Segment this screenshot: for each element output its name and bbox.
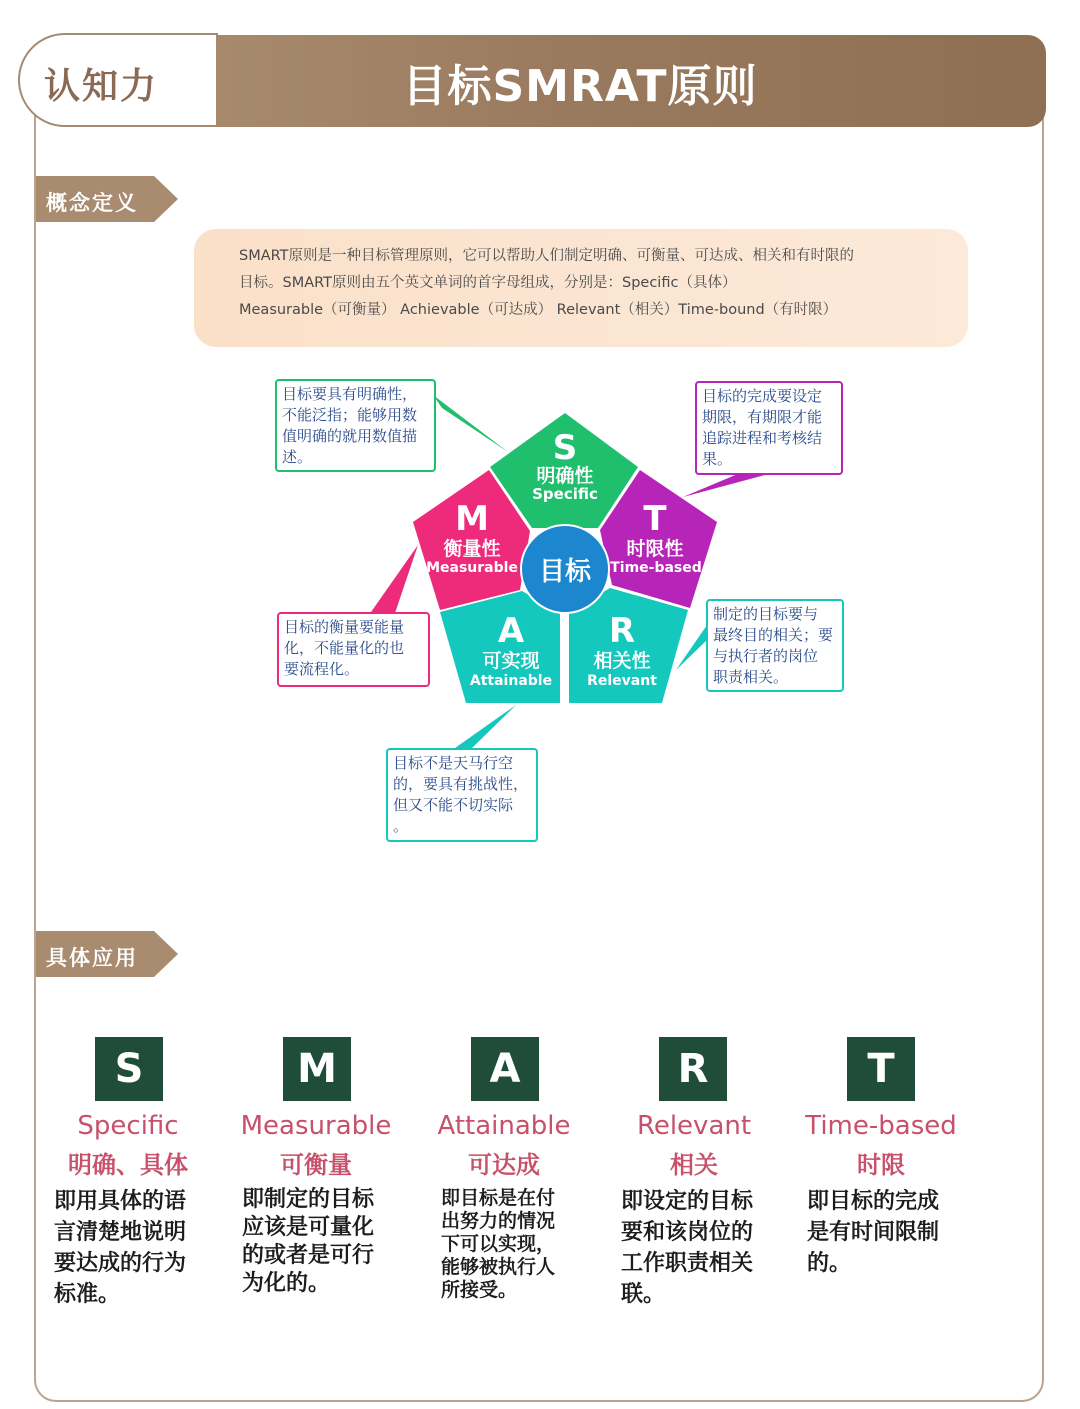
callout-a-line: 但又不能不切实际 bbox=[393, 796, 514, 814]
app-t-desc-line: 即目标的完成 bbox=[807, 1189, 940, 1214]
callout-m-line: 目标的衡量要能量 bbox=[284, 618, 405, 636]
segment-s-cn: 明确性 bbox=[536, 465, 594, 487]
segment-a-letter: A bbox=[497, 611, 525, 651]
callout-t bbox=[695, 381, 843, 475]
app-a-desc-line: 即目标是在付 bbox=[441, 1187, 556, 1209]
callout-m-line: 要流程化。 bbox=[284, 660, 360, 678]
app-m-desc bbox=[242, 1186, 374, 1298]
callout-a-line: 的，要具有挑战性， bbox=[393, 775, 529, 793]
callout-a-line: 目标不是天马行空 bbox=[393, 754, 514, 772]
section-title-application: 具体应用 bbox=[46, 946, 138, 970]
segment-a-en: Attainable bbox=[469, 673, 553, 689]
definition-line-3: Measurable（可衡量） Achievable（可达成） Relevant（相关）Time-bound（有时限） bbox=[239, 302, 838, 318]
callout-t-line: 期限，有期限才能 bbox=[702, 408, 823, 426]
section-title-definition: 概念定义 bbox=[46, 191, 138, 215]
segment-a-cn: 可实现 bbox=[482, 650, 540, 672]
segment-s-letter: S bbox=[552, 428, 578, 468]
callout-r-line: 制定的目标要与 bbox=[713, 605, 819, 623]
callout-m bbox=[277, 612, 430, 687]
letter-box-s: S bbox=[95, 1037, 163, 1101]
app-m-en: Measurable bbox=[240, 1111, 392, 1141]
segment-r-letter: R bbox=[608, 611, 636, 651]
callout-s-line: 不能泛指；能够用数 bbox=[282, 406, 418, 424]
app-m-desc-line: 为化的。 bbox=[242, 1271, 331, 1296]
app-a-desc-line: 所接受。 bbox=[441, 1279, 518, 1301]
app-r-desc-line: 即设定的目标 bbox=[621, 1189, 754, 1214]
callout-r-line: 职责相关。 bbox=[713, 668, 789, 686]
callout-r-line: 最终目的相关；要 bbox=[713, 626, 834, 644]
callout-r bbox=[706, 599, 844, 692]
segment-m-cn: 衡量性 bbox=[443, 538, 501, 560]
callout-s-line: 值明确的就用数值描 bbox=[282, 427, 418, 445]
app-a-desc-line: 能够被执行人 bbox=[441, 1256, 556, 1278]
callout-r-line: 与执行者的岗位 bbox=[713, 647, 819, 665]
app-t-en: Time-based bbox=[805, 1111, 957, 1141]
connector-a bbox=[455, 705, 516, 748]
app-s-cn: 明确、具体 bbox=[68, 1151, 188, 1179]
app-a-cn: 可达成 bbox=[468, 1151, 540, 1179]
segment-m-en: Measurable bbox=[426, 560, 518, 576]
letter-box-r: R bbox=[659, 1037, 727, 1101]
letter-box-t: T bbox=[847, 1037, 915, 1101]
callout-t-line: 目标的完成要设定 bbox=[702, 387, 823, 405]
segment-m-letter: M bbox=[455, 499, 489, 539]
app-s-desc-line: 言清楚地说明 bbox=[54, 1220, 187, 1245]
app-a-en: Attainable bbox=[437, 1111, 571, 1141]
app-r-desc bbox=[621, 1186, 753, 1310]
app-a-desc-line: 下可以实现， bbox=[441, 1233, 556, 1255]
callout-a bbox=[386, 748, 538, 842]
app-m-desc-line: 即制定的目标 bbox=[242, 1187, 375, 1212]
segment-r-en: Relevant bbox=[587, 673, 657, 689]
app-s-en: Specific bbox=[77, 1111, 179, 1141]
category-label: 认知力 bbox=[44, 66, 159, 107]
app-t-desc-line: 是有时间限制 bbox=[807, 1220, 940, 1245]
definition-line-2: 目标。SMART原则由五个英文单词的首字母组成，分别是：Specific（具体） bbox=[239, 275, 737, 291]
app-r-desc-line: 联。 bbox=[621, 1282, 666, 1307]
app-m-desc-line: 的或者是可行 bbox=[242, 1243, 375, 1268]
app-s-desc bbox=[54, 1186, 186, 1310]
segment-t-letter: T bbox=[643, 499, 667, 539]
center-label: 目标 bbox=[538, 557, 592, 587]
app-m-desc-line: 应该是可量化 bbox=[242, 1215, 375, 1240]
app-r-desc-line: 要和该岗位的 bbox=[621, 1220, 754, 1245]
letter-box-m: M bbox=[283, 1037, 351, 1101]
app-r-en: Relevant bbox=[636, 1111, 752, 1141]
app-m-cn: 可衡量 bbox=[280, 1151, 352, 1179]
app-t-cn: 时限 bbox=[857, 1151, 905, 1179]
app-r-cn: 相关 bbox=[670, 1151, 718, 1179]
callout-a-line: 。 bbox=[393, 817, 409, 835]
callout-t-line: 果。 bbox=[702, 450, 733, 468]
segment-t-cn: 时限性 bbox=[626, 538, 684, 560]
definition-line-1: SMART原则是一种目标管理原则，它可以帮助人们制定明确、可衡量、可达成、相关和有时限的 bbox=[239, 248, 855, 264]
app-r-desc-line: 工作职责相关 bbox=[621, 1251, 754, 1276]
app-a-desc-line: 出努力的情况 bbox=[441, 1210, 556, 1232]
app-s-desc-line: 要达成的行为 bbox=[54, 1251, 187, 1276]
segment-r-cn: 相关性 bbox=[593, 650, 651, 672]
app-t-desc-line: 的。 bbox=[807, 1251, 852, 1276]
callout-t-line: 追踪进程和考核结 bbox=[702, 429, 823, 447]
callout-m-line: 化，不能量化的也 bbox=[284, 639, 405, 657]
app-s-desc-line: 标准。 bbox=[54, 1282, 121, 1307]
app-s-desc-line: 即用具体的语 bbox=[54, 1189, 187, 1214]
callout-s bbox=[275, 379, 436, 472]
segment-s-en: Specific bbox=[532, 485, 598, 503]
connector-s bbox=[433, 395, 508, 452]
callout-s-line: 目标要具有明确性， bbox=[282, 385, 418, 403]
callout-s-line: 述。 bbox=[282, 448, 313, 466]
page-title: 目标SMRAT原则 bbox=[402, 61, 758, 112]
connector-m bbox=[371, 545, 418, 622]
letter-box-a: A bbox=[471, 1037, 539, 1101]
app-t-desc bbox=[807, 1186, 939, 1279]
app-a-desc bbox=[441, 1187, 555, 1302]
segment-t-en: Time-based bbox=[610, 560, 702, 576]
